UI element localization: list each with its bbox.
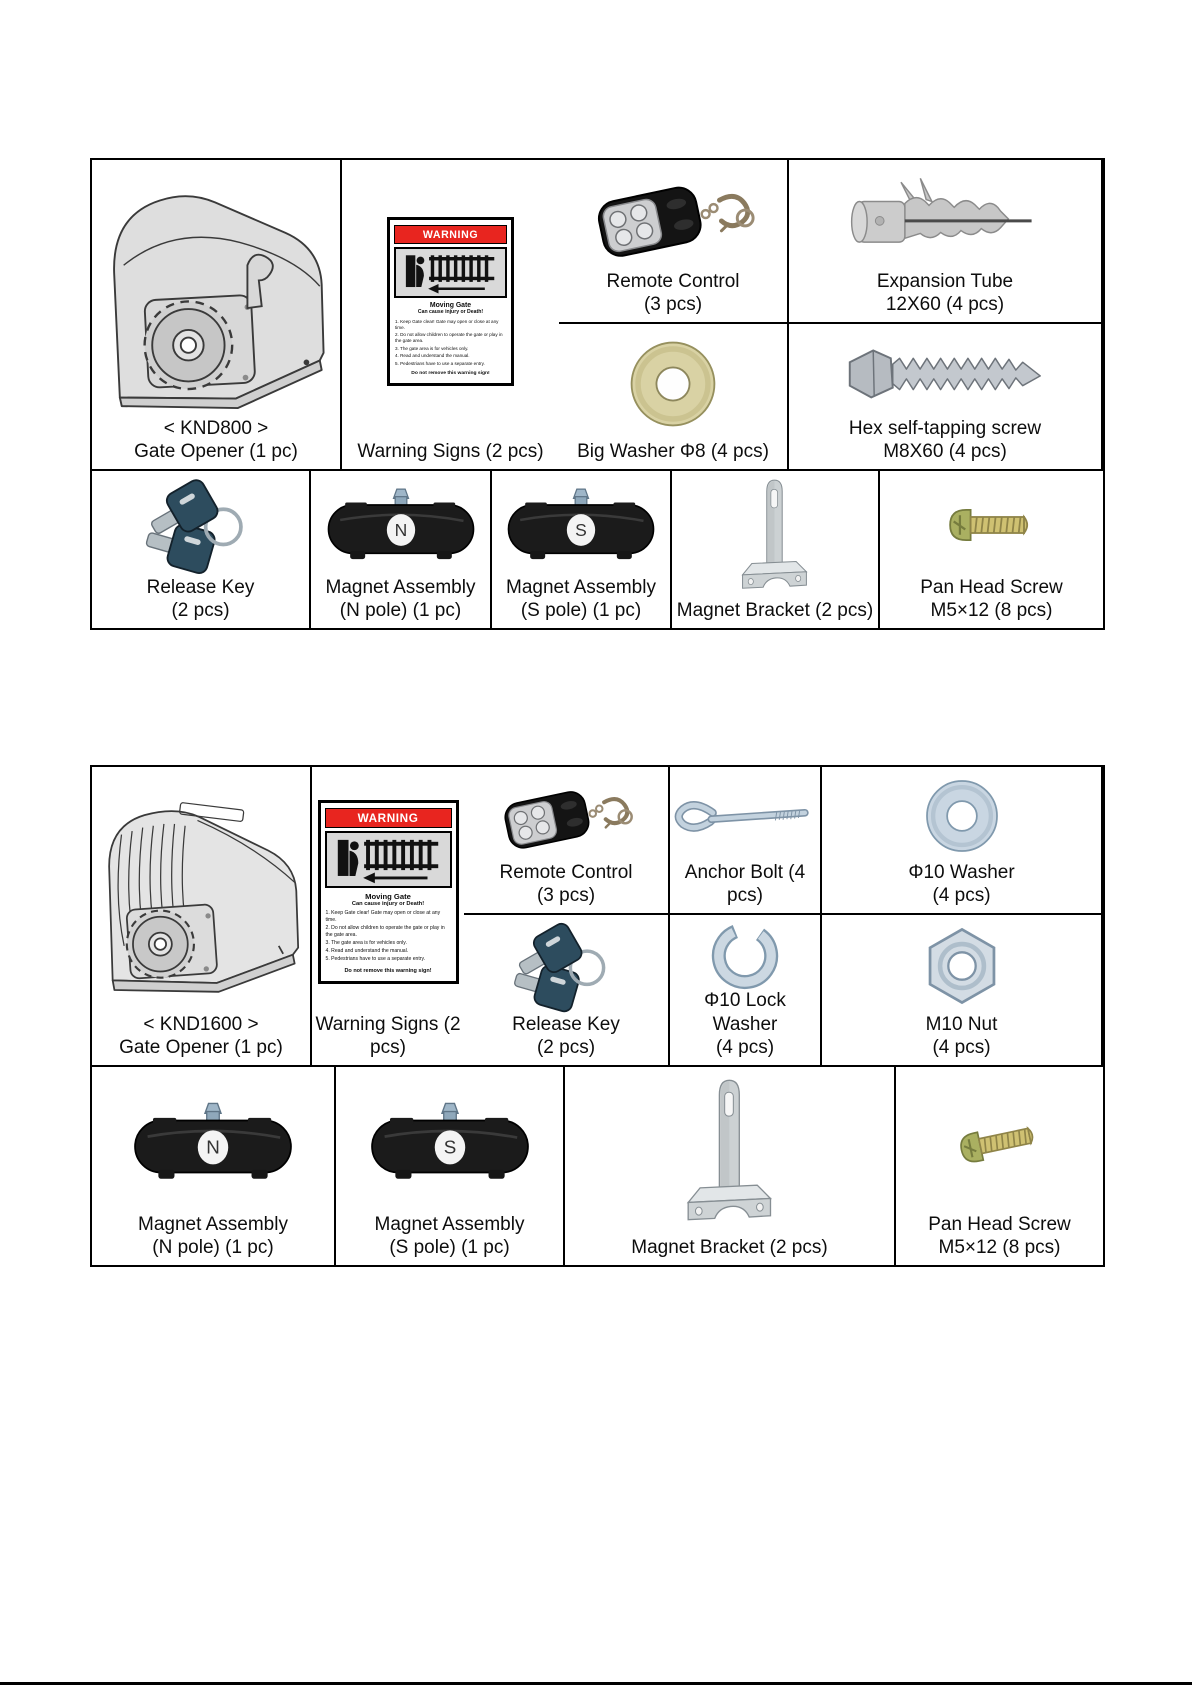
label-line: Remote Control xyxy=(499,861,633,883)
label-line: < KND1600 > xyxy=(143,1013,259,1035)
label-line: Gate Opener (1 pc) xyxy=(119,1036,283,1058)
label-line: 12X60 (4 pcs) xyxy=(885,293,1005,315)
label-line: Release Key xyxy=(512,1013,620,1035)
knd800-table-upper xyxy=(92,160,1103,471)
magnet-assembly-s-image xyxy=(495,475,667,576)
knd1600-magnet-n-label xyxy=(95,1213,331,1262)
label-line: (4 pcs) xyxy=(932,884,991,906)
phi10-washer-image xyxy=(825,771,1098,861)
release-key-image xyxy=(467,919,665,1013)
warning-sign-image xyxy=(315,771,461,1013)
label-line: (4 pcs) xyxy=(715,1036,775,1058)
release-key-image xyxy=(95,475,306,576)
big-washer-drawing xyxy=(627,338,719,430)
label-line: (N pole) (1 pc) xyxy=(152,1236,274,1258)
knd1600-magnet-s-label xyxy=(339,1213,560,1262)
cell-knd1600-magnet-bracket xyxy=(565,1067,896,1265)
cell-knd800-magnet-bracket xyxy=(672,471,880,628)
cell-knd1600-release-key xyxy=(464,915,670,1065)
knd1600-magnet-bracket-label xyxy=(568,1236,891,1262)
label-line: (4 pcs) xyxy=(932,1036,991,1058)
expansion-tube-image xyxy=(792,164,1098,270)
label-line: (2 pcs) xyxy=(536,1036,596,1058)
cell-knd1600-pan-screw xyxy=(896,1067,1103,1265)
label-line: Hex self-tapping screw xyxy=(848,417,1042,439)
cell-knd1600-anchor-bolt xyxy=(670,767,822,915)
warning-sign-image xyxy=(345,164,556,440)
magnet-n-badge: N xyxy=(394,520,407,541)
label-line: M10 Nut xyxy=(925,1013,998,1035)
warning-sign xyxy=(387,217,514,386)
label-line: (S pole) (1 pc) xyxy=(389,1236,510,1258)
cell-knd1600-m10-nut xyxy=(822,915,1103,1065)
knd1600-table-upper xyxy=(92,767,1103,1067)
label-line: Pan Head Screw xyxy=(920,576,1063,598)
warning-sign-item: 3. The gate area is for vehicles only. xyxy=(395,345,469,351)
gate-opener-knd1600-drawing xyxy=(95,776,307,1008)
label-line: Pan Head Screw xyxy=(928,1213,1071,1235)
knd1600-gate-opener-label xyxy=(95,1013,307,1062)
warning-sign-item: 1. Keep Gate clear! Gate may open or close at any time. xyxy=(325,910,441,923)
warning-sign-header: WARNING xyxy=(325,808,452,828)
label-line: Magnet Assembly xyxy=(374,1213,525,1235)
knd1600-anchor-bolt-label xyxy=(673,861,817,910)
cell-knd800-warning-signs xyxy=(342,160,559,469)
label-line: (S pole) (1 pc) xyxy=(520,599,642,621)
warning-sign-pictogram xyxy=(394,247,507,298)
knd800-expansion-tube-label xyxy=(792,270,1098,319)
knd1600-pan-screw-label xyxy=(899,1213,1100,1262)
warning-sign-pictogram xyxy=(325,831,452,888)
cell-knd800-remote-control xyxy=(559,160,789,324)
phi10-washer-drawing xyxy=(920,774,1004,858)
gate-opener-knd800-drawing xyxy=(97,166,335,414)
label-line: Warning Signs (2 pcs) xyxy=(315,1013,461,1058)
knd1600-release-key-label xyxy=(467,1013,665,1062)
label-line: Anchor Bolt (4 pcs) xyxy=(684,861,806,906)
knd1600-m10-nut-label xyxy=(825,1013,1098,1062)
knd800-warning-signs-label xyxy=(345,440,556,466)
label-line: Magnet Bracket (2 pcs) xyxy=(676,599,874,621)
warning-sign-subtitle: Can cause injury or Death! xyxy=(351,900,425,907)
m10-nut-image xyxy=(825,919,1098,1013)
cell-knd800-pan-screw xyxy=(880,471,1103,628)
knd1600-remote-control-label xyxy=(467,861,665,910)
expansion-tube-drawing xyxy=(841,172,1049,262)
label-line: Magnet Assembly xyxy=(506,576,656,598)
gate-opener-knd800-image xyxy=(95,164,337,417)
label-line: (3 pcs) xyxy=(536,884,596,906)
warning-sign-title: Moving Gate xyxy=(365,891,411,901)
warning-sign-footer: Do not remove this warning sign! xyxy=(411,371,490,377)
knd800-gate-opener-label xyxy=(95,417,337,466)
label-line: Φ10 Lock Washer xyxy=(704,990,786,1035)
big-washer-image xyxy=(562,328,784,440)
label-line: Magnet Assembly xyxy=(325,576,476,598)
warning-sign-item: 4. Read and understand the manual. xyxy=(325,948,409,955)
knd800-magnet-n-label xyxy=(314,576,487,625)
cell-knd800-hex-screw xyxy=(789,324,1103,469)
anchor-bolt-drawing xyxy=(673,780,817,852)
cell-knd1600-gate-opener xyxy=(92,767,312,1065)
label-line: M8X60 (4 pcs) xyxy=(883,440,1007,462)
magnet-assembly-n-image xyxy=(95,1071,331,1213)
knd1600-parts-table xyxy=(90,765,1105,1267)
warning-sign-footer: Do not remove this warning sign! xyxy=(344,967,432,974)
knd800-big-washer-label xyxy=(562,440,784,466)
cell-knd1600-remote-control xyxy=(464,767,670,915)
warning-sign-item: 5. Pedestrians have to use a separate entry. xyxy=(395,360,485,366)
gate-opener-knd1600-image xyxy=(95,771,307,1013)
knd800-table-lower xyxy=(92,471,1103,628)
remote-control-image xyxy=(562,164,784,270)
cell-knd800-release-key xyxy=(92,471,311,628)
warning-sign-header: WARNING xyxy=(394,225,507,244)
hex-screw-drawing xyxy=(840,336,1050,408)
knd800-parts-table xyxy=(90,158,1105,630)
hex-screw-image xyxy=(792,328,1098,417)
pan-head-screw-image xyxy=(883,475,1100,576)
warning-sign-item: 3. The gate area is for vehicles only. xyxy=(325,940,407,946)
knd1600-lock-washer-label xyxy=(673,989,817,1062)
warning-sign-item: 1. Keep Gate clear! Gate may open or close at any time. xyxy=(395,318,499,330)
cell-knd1600-washer10 xyxy=(822,767,1103,915)
label-line: Φ10 Washer xyxy=(908,861,1015,883)
phi10-lock-washer-drawing xyxy=(702,911,788,997)
knd800-magnet-bracket-label xyxy=(675,599,875,625)
magnet-assembly-s-image xyxy=(339,1071,560,1213)
knd800-magnet-s-label xyxy=(495,576,667,625)
label-line: Gate Opener (1 pc) xyxy=(134,440,298,462)
label-line: Warning Signs (2 pcs) xyxy=(357,440,544,462)
cell-knd800-magnet-n xyxy=(311,471,492,628)
cell-knd800-big-washer xyxy=(559,324,789,469)
knd800-pan-screw-label xyxy=(883,576,1100,625)
label-line: M5×12 (8 pcs) xyxy=(938,1236,1061,1258)
label-line: M5×12 (8 pcs) xyxy=(930,599,1053,621)
magnet-bracket-image xyxy=(568,1071,891,1236)
remote-control-image xyxy=(467,771,665,861)
magnet-n-badge: N xyxy=(206,1136,220,1158)
label-line: Expansion Tube xyxy=(876,270,1014,292)
cell-knd1600-lock-washer xyxy=(670,915,822,1065)
knd1600-table-lower xyxy=(92,1067,1103,1265)
label-line: Magnet Bracket (2 pcs) xyxy=(631,1236,828,1258)
warning-sign-item: 2. Do not allow children to operate the gate or play in the gate area. xyxy=(395,332,503,344)
magnet-assembly-n-image xyxy=(314,475,487,576)
magnet-s-badge: S xyxy=(575,520,587,541)
warning-sign xyxy=(318,800,459,983)
cell-knd1600-magnet-n xyxy=(92,1067,336,1265)
label-line: Release Key xyxy=(146,576,255,598)
warning-sign-item: 4. Read and understand the manual. xyxy=(395,353,470,359)
knd800-release-key-label xyxy=(95,576,306,625)
label-line: (3 pcs) xyxy=(643,293,703,315)
warning-sign-item: 5. Pedestrians have to use a separate entry. xyxy=(325,956,426,963)
cell-knd800-magnet-s xyxy=(492,471,672,628)
label-line: < KND800 > xyxy=(163,417,269,439)
label-line: Magnet Assembly xyxy=(138,1213,288,1235)
pan-head-screw-image xyxy=(899,1071,1100,1213)
knd1600-washer10-label xyxy=(825,861,1098,910)
warning-sign-title: Moving Gate xyxy=(429,302,472,310)
label-line: Big Washer Φ8 (4 pcs) xyxy=(577,440,769,462)
cell-knd1600-warning-signs xyxy=(312,767,464,1065)
warning-sign-subtitle: Can cause injury or Death! xyxy=(417,309,484,316)
cell-knd800-expansion-tube xyxy=(789,160,1103,324)
magnet-bracket-image xyxy=(675,475,875,599)
anchor-bolt-image xyxy=(673,771,817,861)
label-line: Remote Control xyxy=(606,270,740,292)
label-line: (2 pcs) xyxy=(171,599,230,621)
magnet-s-badge: S xyxy=(443,1136,456,1158)
warning-sign-item: 2. Do not allow children to operate the gate or play in the gate area. xyxy=(325,925,445,938)
label-line: (N pole) (1 pc) xyxy=(339,599,462,621)
phi10-lock-washer-image xyxy=(673,919,817,989)
knd1600-warning-signs-label xyxy=(315,1013,461,1062)
knd800-remote-control-label xyxy=(562,270,784,319)
m10-nut-drawing xyxy=(920,924,1004,1008)
knd800-hex-screw-label xyxy=(792,417,1098,466)
cell-knd800-gate-opener xyxy=(92,160,342,469)
cell-knd1600-magnet-s xyxy=(336,1067,565,1265)
